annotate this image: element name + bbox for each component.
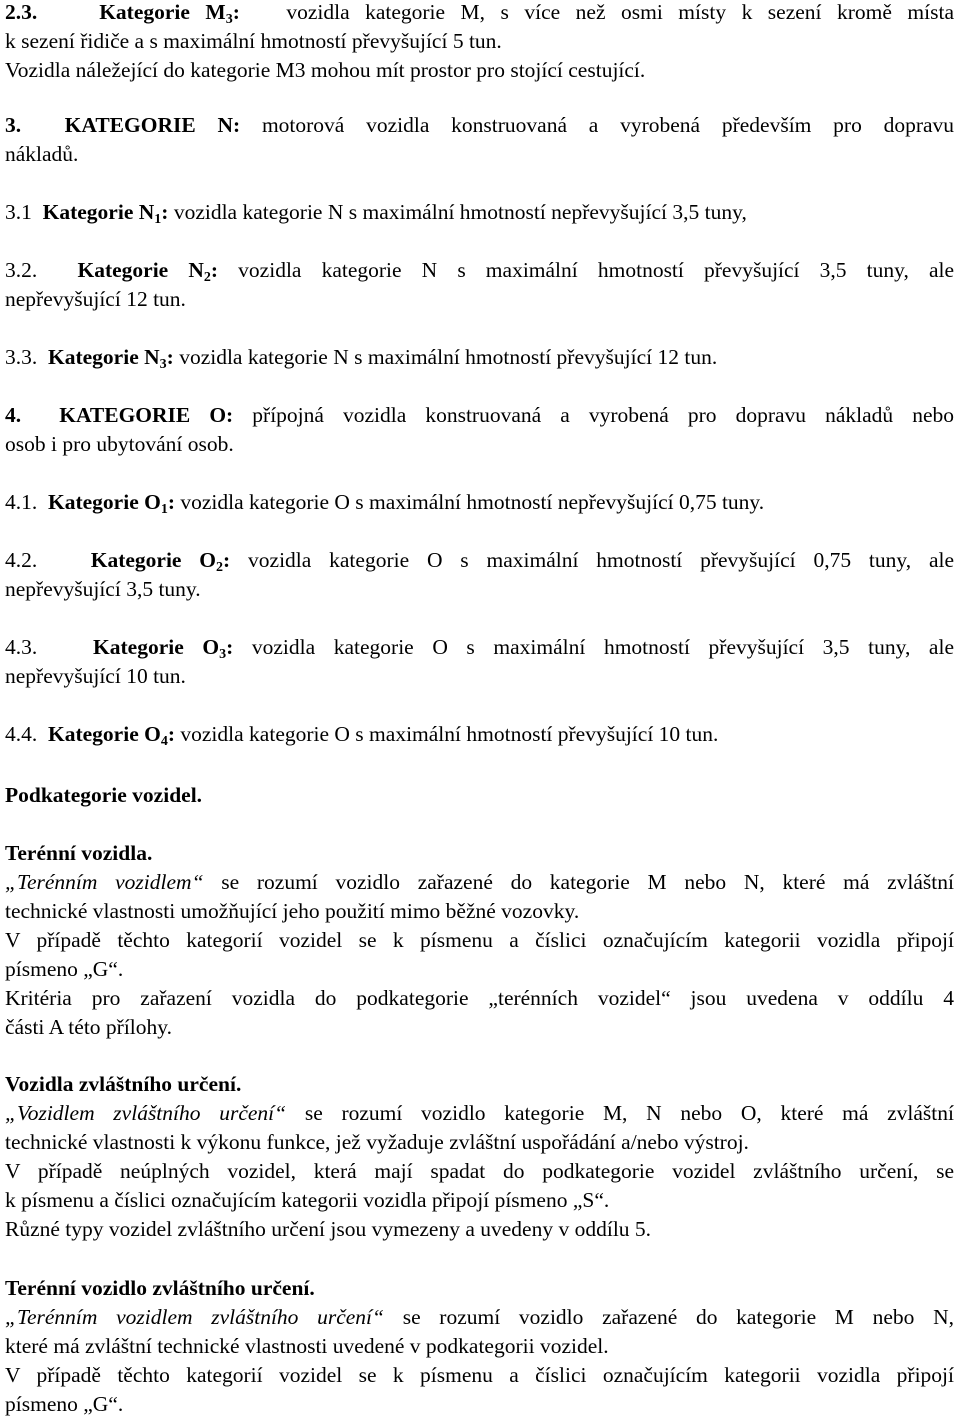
section-number: 3. (5, 113, 22, 137)
category-text: vozidla kategorie M, s více než osmi místy k sezení kromě místa (286, 0, 954, 24)
category-text: nepřevyšující 10 tun. (5, 664, 186, 688)
category-note: Vozidla náležející do kategorie M3 mohou mít prostor pro stojící cestující. (5, 58, 646, 82)
category-text: motorová vozidla konstruovaná a vyrobená především pro dopravu (261, 113, 955, 137)
section-category-o (5, 401, 954, 459)
paragraph: písmeno „G“. (5, 957, 124, 981)
definition: technické vlastnosti k výkonu funkce, jež vyžaduje zvláštní uspořádání a/nebo výstroj. (5, 1130, 749, 1154)
section-n2 (5, 256, 954, 314)
defined-term: Terénním vozidlem (16, 870, 192, 894)
section-n3 (5, 343, 954, 372)
defined-term: Vozidlem zvláštního určení (16, 1101, 275, 1125)
section-n1 (5, 198, 954, 227)
category-title: Kategorie $N_3$: (48, 345, 174, 372)
category-text: vozidla kategorie N s maximální hmotností převyšující 12 tun. (179, 345, 718, 369)
section-number: 2.3. (5, 0, 38, 24)
category-text: vozidla kategorie O s maximální hmotností převyšující 3,5 tuny, ale (251, 635, 954, 659)
category-title: Kategorie $M_3$: (99, 0, 240, 27)
section-number: 4.1. (5, 490, 38, 514)
section-offroad (5, 839, 954, 1042)
category-title: Kategorie $O_1$: (48, 490, 176, 517)
section-number: 3.1 (5, 200, 32, 224)
category-title: Kategorie $O_2$: (90, 548, 231, 575)
category-text: vozidla kategorie N s maximální hmotností převyšující 3,5 tuny, ale (238, 258, 955, 282)
category-text: k sezení řidiče a s maximální hmotností převyšující 5 tun. (5, 29, 502, 53)
category-text: osob i pro ubytování osob. (5, 432, 234, 456)
paragraph: části A této přílohy. (5, 1015, 173, 1039)
definition: „Terénním vozidlem“ se rozumí vozidlo zařazené do kategorie M nebo N, které má zvláštní (5, 870, 954, 894)
category-title: Kategorie $O_3$: (93, 635, 234, 662)
section-special-purpose (5, 1070, 954, 1244)
category-text: vozidla kategorie O s maximální hmotností převyšující 0,75 tuny, ale (248, 548, 955, 572)
paragraph: V případě těchto kategorií vozidel se k písmenu a číslici označujícím kategorii vozidla připojí (5, 1363, 954, 1387)
category-text: přípojná vozidla konstruovaná a vyrobená pro dopravu nákladů nebo (252, 403, 955, 427)
section-m3 (5, 0, 954, 85)
category-title: Kategorie $N_2$: (77, 258, 219, 285)
subsection-heading: Terénní vozidla. (5, 841, 153, 865)
subsection-heading: Terénní vozidlo zvláštního určení. (5, 1276, 315, 1300)
definition: technické vlastnosti umožňující jeho použití mimo běžné vozovky. (5, 899, 580, 923)
section-number: 4. (5, 403, 22, 427)
category-text: nepřevyšující 12 tun. (5, 287, 186, 311)
paragraph: písmeno „G“. (5, 1392, 124, 1416)
subcategories-heading: Podkategorie vozidel. (5, 783, 203, 807)
definition: které má zvláštní technické vlastnosti uvedené v podkategorii vozidel. (5, 1334, 609, 1358)
paragraph: Různé typy vozidel zvláštního určení jsou vymezeny a uvedeny v oddílu 5. (5, 1217, 652, 1241)
category-title: KATEGORIE O: (59, 403, 234, 427)
subsection-heading: Vozidla zvláštního určení. (5, 1072, 242, 1096)
section-category-n (5, 111, 954, 169)
category-text: vozidla kategorie O s maximální hmotností převyšující 10 tun. (180, 722, 719, 746)
category-title: KATEGORIE N: (64, 113, 241, 137)
section-number: 4.4. (5, 722, 38, 746)
section-number: 4.2. (5, 548, 38, 572)
paragraph: V případě neúplných vozidel, která mají spadat do podkategorie vozidel zvláštního určení, se (5, 1159, 954, 1183)
definition: „Terénním vozidlem zvláštního určení“ se rozumí vozidlo zařazené do kategorie M nebo N, (5, 1305, 955, 1329)
section-number: 3.2. (5, 258, 38, 282)
category-text: nákladů. (5, 142, 79, 166)
paragraph: k písmenu a číslici označujícím kategorii vozidla připojí písmeno „S“. (5, 1188, 610, 1212)
category-text: vozidla kategorie O s maximální hmotností nepřevyšující 0,75 tuny. (180, 490, 765, 514)
section-o3 (5, 633, 954, 691)
section-o4 (5, 720, 954, 749)
section-number: 3.3. (5, 345, 38, 369)
defined-term: Terénním vozidlem zvláštního určení (16, 1305, 373, 1329)
section-offroad-special (5, 1274, 954, 1419)
category-text: vozidla kategorie N s maximální hmotností nepřevyšující 3,5 tuny, (173, 200, 747, 224)
paragraph: Kritéria pro zařazení vozidla do podkategorie „terénních vozidel“ jsou uvedena v oddílu 4 (5, 986, 954, 1010)
category-title: Kategorie $O_4$: (48, 722, 176, 749)
paragraph: V případě těchto kategorií vozidel se k písmenu a číslici označujícím kategorii vozidla připojí (5, 928, 954, 952)
section-number: 4.3. (5, 635, 38, 659)
section-o1 (5, 488, 954, 517)
definition: „Vozidlem zvláštního určení“ se rozumí vozidlo kategorie M, N nebo O, které má zvláštní (5, 1101, 954, 1125)
section-o2 (5, 546, 954, 604)
category-text: nepřevyšující 3,5 tuny. (5, 577, 201, 601)
category-title: Kategorie $N_1$: (42, 200, 169, 227)
